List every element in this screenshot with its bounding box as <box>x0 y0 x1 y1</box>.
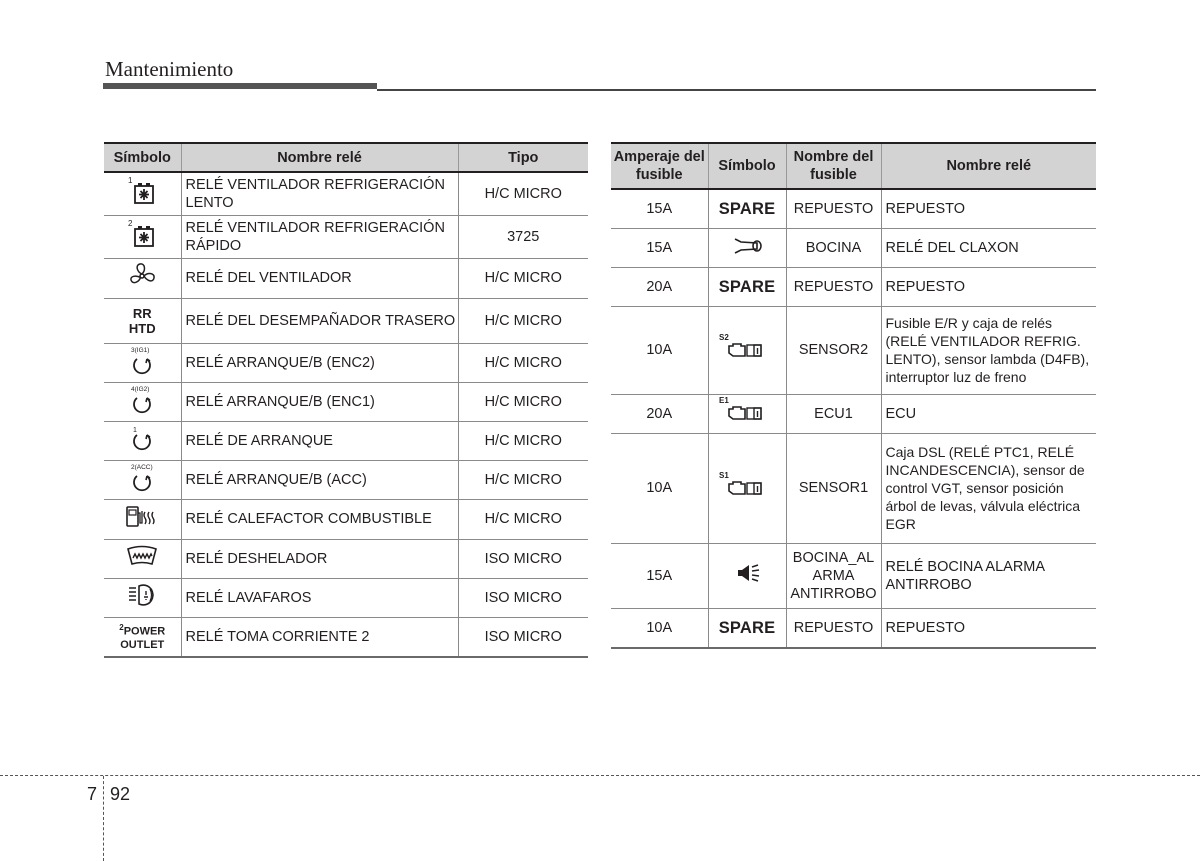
page-title: Mantenimiento <box>105 57 234 81</box>
table-row <box>611 189 1096 228</box>
fuse-amperage: 10A <box>611 608 708 648</box>
table-row <box>104 578 588 617</box>
table-row <box>104 172 588 215</box>
col-header-fuse-name: Nombre del fusible <box>786 143 881 189</box>
fuse-amperage: 10A <box>611 433 708 543</box>
relay-name: RELÉ ARRANQUE/B (ENC1) <box>181 382 458 421</box>
symbol-cell <box>708 433 786 543</box>
fuse-amperage: 20A <box>611 394 708 433</box>
table-row <box>611 267 1096 306</box>
table-row <box>104 215 588 258</box>
engine-sensor-icon <box>715 332 779 364</box>
relay-type: H/C MICRO <box>458 258 588 298</box>
fuse-table <box>611 142 1096 649</box>
fuse-name: REPUESTO <box>786 267 881 306</box>
col-header-type: Tipo <box>458 143 588 172</box>
table-row <box>104 258 588 298</box>
footer-rule <box>0 775 1200 776</box>
fan-motor-icon <box>122 175 162 207</box>
icon-code: E1 <box>719 396 729 405</box>
relay-type: H/C MICRO <box>458 298 588 343</box>
relay-type: H/C MICRO <box>458 172 588 215</box>
relay-type: H/C MICRO <box>458 499 588 539</box>
symbol-cell <box>104 578 181 617</box>
symbol-cell <box>104 421 181 460</box>
relay-name: RELÉ VENTILADOR REFRIGERACIÓN RÁPIDO <box>181 215 458 258</box>
table-row <box>104 460 588 499</box>
power-outlet-text: POWER OUTLET <box>120 626 166 652</box>
fuse-name: REPUESTO <box>786 608 881 648</box>
fuse-name: SENSOR1 <box>786 433 881 543</box>
fuse-amperage: 15A <box>611 543 708 608</box>
relay-name: RELÉ TOMA CORRIENTE 2 <box>181 617 458 657</box>
fuse-name: BOCINA <box>786 228 881 267</box>
spare-label: SPARE <box>708 267 786 306</box>
table-row <box>104 382 588 421</box>
relay-name: RELÉ CALEFACTOR COMBUSTIBLE <box>181 499 458 539</box>
table-row <box>611 433 1096 543</box>
footer-divider <box>103 776 104 861</box>
header-rule-thick <box>103 83 377 89</box>
table-row <box>104 343 588 382</box>
ignition-icon <box>122 422 162 454</box>
relay-type: 3725 <box>458 215 588 258</box>
headlamp-washer-icon <box>122 579 162 611</box>
symbol-cell <box>708 543 786 608</box>
col-header-amperage: Amperaje del fusible <box>611 143 708 189</box>
relay-name: RELÉ VENTILADOR REFRIGERACIÓN LENTO <box>181 172 458 215</box>
header-rule-thin <box>377 89 1096 91</box>
fan-motor-icon <box>122 218 162 250</box>
engine-sensor-icon <box>715 470 779 502</box>
fuse-amperage: 10A <box>611 306 708 394</box>
relay-type: H/C MICRO <box>458 460 588 499</box>
page-number: 92 <box>110 784 131 804</box>
col-header-relay-name: Nombre relé <box>181 143 458 172</box>
relay-name: RELÉ ARRANQUE/B (ENC2) <box>181 343 458 382</box>
icon-sup: 2 <box>128 219 133 228</box>
windshield-defroster-icon <box>122 540 162 572</box>
fuse-relay: Fusible E/R y caja de relés (RELÉ VENTILADOR REFRIG. LENTO), sensor lambda (D4FB), interruptor luz de freno <box>881 306 1096 394</box>
relay-name: RELÉ DESHELADOR <box>181 539 458 578</box>
ignition-icon <box>122 344 162 376</box>
fuse-relay: REPUESTO <box>881 608 1096 648</box>
relay-name: RELÉ DE ARRANQUE <box>181 421 458 460</box>
icon-code: S2 <box>719 332 729 342</box>
fuse-amperage: 15A <box>611 228 708 267</box>
table-row <box>611 394 1096 433</box>
symbol-cell <box>104 499 181 539</box>
relay-type: ISO MICRO <box>458 539 588 578</box>
relay-type: H/C MICRO <box>458 421 588 460</box>
symbol-cell <box>104 617 181 657</box>
symbol-cell <box>708 228 786 267</box>
engine-sensor-icon <box>715 395 779 427</box>
icon-code: S1 <box>719 470 729 480</box>
ignition-icon <box>122 461 162 493</box>
fuse-relay: RELÉ BOCINA ALARMA ANTIRROBO <box>881 543 1096 608</box>
fuse-amperage: 20A <box>611 267 708 306</box>
fuse-name: BOCINA_AL ARMA ANTIRROBO <box>786 543 881 608</box>
table-row <box>611 608 1096 648</box>
symbol-cell <box>104 258 181 298</box>
symbol-cell <box>104 298 181 343</box>
symbol-cell <box>104 343 181 382</box>
symbol-cell <box>104 172 181 215</box>
table-row <box>611 543 1096 608</box>
symbol-cell <box>104 382 181 421</box>
fuse-relay: ECU <box>881 394 1096 433</box>
ignition-icon <box>122 383 162 415</box>
relay-table <box>104 142 588 658</box>
icon-sup: 2(ACC) <box>131 464 153 471</box>
fuse-relay: REPUESTO <box>881 267 1096 306</box>
table-row <box>104 298 588 343</box>
col-header-relay-name: Nombre relé <box>881 143 1096 189</box>
relay-name: RELÉ DEL DESEMPAÑADOR TRASERO <box>181 298 458 343</box>
symbol-cell <box>104 539 181 578</box>
fuse-name: REPUESTO <box>786 189 881 228</box>
power-outlet-sup: 2 <box>119 623 124 633</box>
fuse-relay: Caja DSL (RELÉ PTC1, RELÉ INCANDESCENCIA), sensor de control VGT, sensor posición árbol de levas, válvula eléctrica EGR <box>881 433 1096 543</box>
icon-sup: 3(IG1) <box>131 347 150 354</box>
table-row <box>104 617 588 657</box>
icon-sup: 1 <box>133 427 138 434</box>
fuse-name: SENSOR2 <box>786 306 881 394</box>
symbol-cell <box>708 394 786 433</box>
relay-name: RELÉ ARRANQUE/B (ACC) <box>181 460 458 499</box>
symbol-cell <box>104 215 181 258</box>
relay-name: RELÉ DEL VENTILADOR <box>181 258 458 298</box>
blower-fan-icon <box>122 260 162 292</box>
symbol-cell <box>104 460 181 499</box>
table-row <box>104 539 588 578</box>
chapter-number: 7 <box>87 784 98 804</box>
symbol-cell <box>708 306 786 394</box>
icon-sup: 1 <box>128 176 133 186</box>
icon-sup: 4(IG2) <box>131 386 150 393</box>
power-outlet-label <box>104 621 181 652</box>
col-header-symbol: Símbolo <box>708 143 786 189</box>
fuel-heater-icon <box>122 501 162 533</box>
relay-type: ISO MICRO <box>458 578 588 617</box>
relay-name: RELÉ LAVAFAROS <box>181 578 458 617</box>
fuse-name: ECU1 <box>786 394 881 433</box>
fuse-relay: RELÉ DEL CLAXON <box>881 228 1096 267</box>
fuse-relay: REPUESTO <box>881 189 1096 228</box>
relay-type: H/C MICRO <box>458 343 588 382</box>
table-row <box>611 228 1096 267</box>
spare-label: SPARE <box>708 608 786 648</box>
spare-label: SPARE <box>708 189 786 228</box>
horn-icon <box>727 229 767 261</box>
table-row <box>611 306 1096 394</box>
col-header-symbol: Símbolo <box>104 143 181 172</box>
relay-type: ISO MICRO <box>458 617 588 657</box>
alarm-horn-icon <box>727 557 767 589</box>
fuse-amperage: 15A <box>611 189 708 228</box>
relay-type: H/C MICRO <box>458 382 588 421</box>
table-row <box>104 499 588 539</box>
rear-defrost-label: RR HTD <box>128 305 156 336</box>
table-row <box>104 421 588 460</box>
